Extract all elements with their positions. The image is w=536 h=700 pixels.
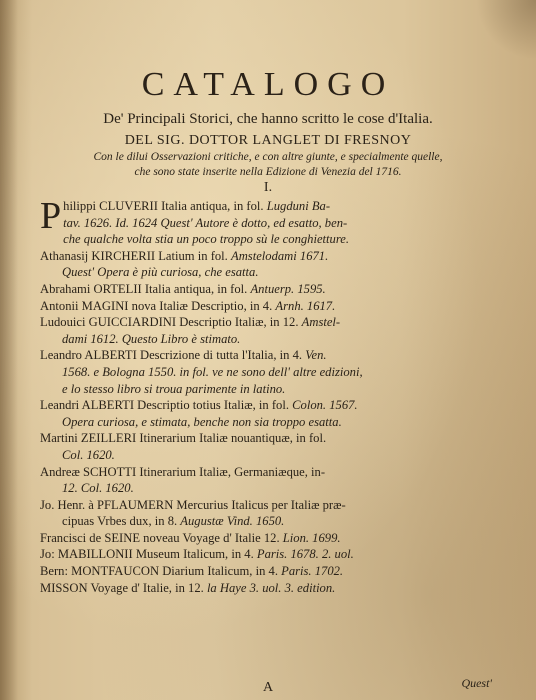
entry-text: hilippi CLUVERII Italia antiqua, in fol.: [63, 199, 264, 213]
author-line: DEL SIG. DOTTOR LANGLET DI FRESNOY: [124, 133, 412, 148]
entry-comment: in fol. ve ne sono dell' altre edizioni,: [179, 364, 363, 379]
page-subtitle: De' Principali Storici, che hanno scritto le cose d'Italia.: [103, 111, 433, 127]
catalog-entry: [40, 195, 500, 248]
entry-imprint: Colon. 1567.: [292, 398, 358, 413]
edition-note: [50, 150, 486, 180]
entry-imprint: Col. 1620.: [62, 447, 115, 462]
entry-text: Antonii MAGINI nova Italiæ Descriptio, in 4.: [40, 298, 273, 313]
entry-imprint: Paris. 1702.: [281, 564, 344, 579]
entry-text: Bern: MONTFAUCON Diarium Italicum, in 4.: [40, 564, 278, 579]
entry-imprint: Antuerp. 1595.: [250, 281, 326, 296]
entry-imprint: tav. 1626. Id. 1624: [63, 215, 158, 230]
entry-line: [40, 430, 500, 447]
entry-imprint: Arnh. 1617.: [275, 298, 336, 313]
drop-cap: P: [40, 195, 62, 237]
entry-imprint: 1568. e Bologna 1550.: [62, 364, 177, 379]
entry-line: [40, 397, 500, 414]
entry-line: [40, 497, 500, 514]
entry-imprint: Amstel-: [301, 315, 341, 330]
catalog-entry: [40, 497, 500, 530]
catalog-entry: [40, 464, 500, 497]
edition-note-line: Con le dilui Osservazioni critiche, e con altre giunte, e specialmente quelle,: [93, 151, 443, 163]
page-title: CATALOGO: [141, 66, 395, 103]
entry-text: Leandro ALBERTI Descrizione di tutta l'Italia, in 4.: [40, 348, 303, 363]
entry-line: [40, 464, 500, 481]
entry-text: cipuas Vrbes dux, in 8.: [62, 514, 178, 529]
entry-imprint: dami 1612.: [62, 331, 119, 346]
entry-text: Martini ZEILLERI Itinerarium Italiæ nouantiquæ, in fol.: [40, 431, 327, 446]
entry-line: [40, 530, 500, 547]
entry-text: Jo. Henr. à PFLAUMERN Mercurius Italicus per Italiæ præ-: [40, 497, 346, 512]
entry-text: Francisci de SEINE noveau Voyage d' Italie 12.: [40, 530, 280, 545]
entry-imprint: Ven.: [305, 348, 327, 363]
catalog-entry: [40, 563, 500, 580]
entry-comment: Questo Libro è stimato.: [121, 331, 241, 346]
entry-text: Athanasij KIRCHERII Latium in fol.: [40, 248, 228, 263]
entry-text: Andreæ SCHOTTI Itinerarium Italiæ, Germaniæque, in-: [40, 464, 326, 479]
entry-line: [40, 513, 500, 530]
entry-comment: Quest' Opera è più curiosa, che esatta.: [62, 265, 259, 280]
catalog-entry: [40, 580, 500, 597]
entry-line: [40, 347, 500, 364]
entry-line: [40, 198, 500, 215]
entry-text: Abrahami ORTELII Italia antiqua, in fol.: [40, 281, 248, 296]
entry-line: [40, 248, 500, 265]
entry-comment: e lo stesso libro si troua parimente in latino.: [62, 381, 286, 396]
entry-text: MISSON Voyage d' Italie, in 12.: [40, 580, 204, 595]
catalog-entries: [40, 195, 500, 596]
signature-mark: A: [262, 680, 274, 695]
catalog-entry: [40, 430, 500, 463]
entry-text: Jo: MABILLONII Museum Italicum, in 4.: [40, 547, 254, 562]
entry-line: [40, 281, 500, 298]
entry-imprint: 12. Col. 1620.: [62, 481, 134, 496]
corner-shadow: [476, 0, 536, 60]
entry-line: [40, 563, 500, 580]
catalog-entry: [40, 347, 500, 397]
catalog-entry: [40, 248, 500, 281]
catalog-entry: [40, 298, 500, 315]
catalog-entry: [40, 546, 500, 563]
entry-line: [40, 215, 500, 232]
entry-imprint: Lugduni Ba-: [266, 199, 331, 213]
catchword: Quest': [461, 676, 492, 690]
section-number: I.: [263, 180, 273, 195]
entry-line: [40, 298, 500, 315]
entry-imprint: Amstelodami 1671.: [231, 248, 329, 263]
entry-comment: Opera curiosa, e stimata, benche non sia troppo esatta.: [62, 414, 342, 429]
entry-text: Leandri ALBERTI Descriptio totius Italiæ, in fol.: [40, 398, 289, 413]
catalog-entry: [40, 397, 500, 430]
entry-line: [40, 364, 500, 381]
entry-text: Ludouici GUICCIARDINI Descriptio Italiæ, in 12.: [40, 315, 299, 330]
entry-imprint: la Haye 3. uol. 3. edition.: [206, 580, 336, 595]
catalog-entry: [40, 530, 500, 547]
entry-comment: che qualche volta stia un poco troppo sù le conghietture.: [63, 232, 350, 247]
spine-shadow: [0, 0, 18, 700]
entry-line: [40, 331, 500, 348]
catalog-entry: [40, 314, 500, 347]
entry-imprint: Lion. 1699.: [282, 530, 341, 545]
entry-imprint: Paris. 1678. 2. uol.: [256, 547, 354, 562]
entry-comment: Quest' Autore è dotto, ed esatto, ben-: [160, 215, 348, 230]
entry-line: [40, 314, 500, 331]
catalog-entry: [40, 281, 500, 298]
entry-line: [40, 546, 500, 563]
edition-note-line: che sono state inserite nella Edizione di Venezia del 1716.: [134, 166, 402, 178]
entry-imprint: Augustæ Vind. 1650.: [180, 514, 285, 529]
entry-line: [40, 580, 500, 597]
